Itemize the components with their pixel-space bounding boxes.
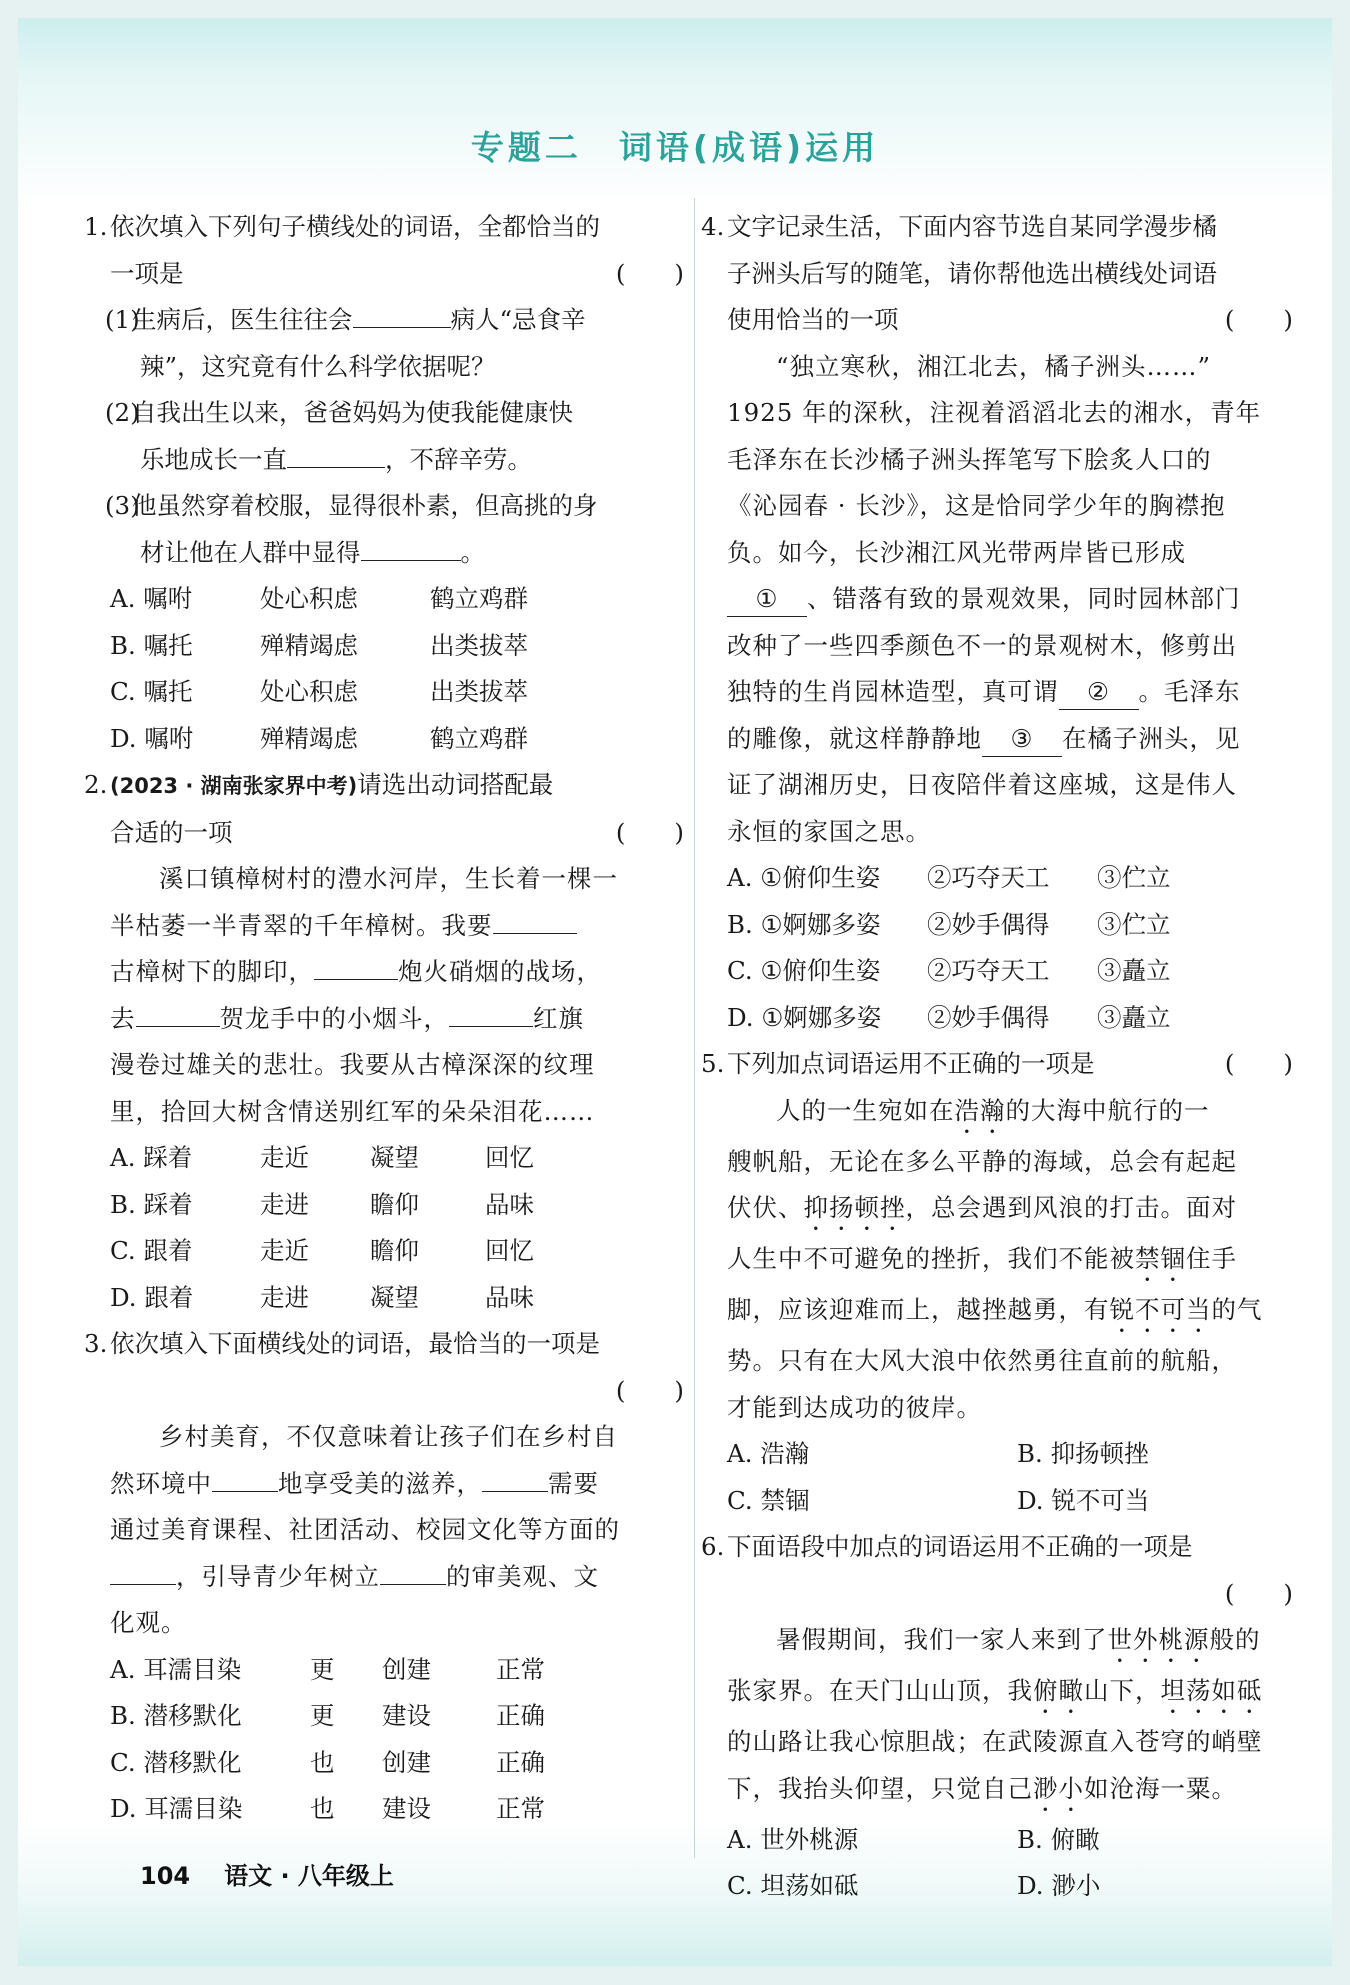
question-number: 4.	[701, 212, 725, 241]
book-title: 语文 · 八年级上	[224, 1862, 394, 1890]
question-stem: 依次填入下面横线处的词语，最恰当的一项是	[110, 1329, 600, 1358]
question-number: 2.	[84, 770, 108, 799]
page-number: 104	[140, 1862, 191, 1890]
question-2: 2. (2023 · 湖南张家界中考)请选出动词搭配最 合适的一项 ( ) 溪口镇樟树村的澧水河岸，生长着一棵一 半枯萎一半青翠的千年樟树。我要 古樟树下的脚印， 炮火硝烟的战场， 去 贺龙手中的小烟斗， 红旗 漫卷过雄关的悲壮。我要从古樟深深的纹理 里，拾回大树含情送别红军的朵朵泪花…… A. 踩着 走近 凝望 回忆 B. 踩着 走进 瞻仰 品味 C. 跟着 走近 瞻仰 回忆 D. 跟着 走进 凝望 品味	[84, 762, 684, 1321]
answer-bracket[interactable]: ( )	[615, 817, 684, 847]
option-c[interactable]: C. 禁锢	[727, 1485, 810, 1515]
option-c[interactable]: C. 跟着 走近 瞻仰 回忆	[110, 1236, 534, 1265]
dotted-term: 禁锢	[1135, 1244, 1186, 1273]
dotted-term: 渺小	[1033, 1773, 1084, 1803]
question-3: 3. 依次填入下面横线处的词语，最恰当的一项是 ( ) 乡村美育，不仅意味着让孩子们在乡村自 然环境中 地享受美的滋养， 需要 通过美育课程、社团活动、校园文化等方面的 ，引导青少年树立 的审美观、文 化观。 A. 耳濡目染 更 创建 正常 B. 潜移默化 更 建设 正确 C. 潜移默化 也 创建 正确 D. 耳濡目染 也 建设 正常	[84, 1321, 684, 1833]
option-a[interactable]: A. 耳濡目染 更 创建 正常	[110, 1654, 545, 1684]
question-number: 1.	[84, 212, 108, 241]
question-stem: 下面语段中加点的词语运用不正确的一项是	[727, 1532, 1193, 1561]
fill-blank[interactable]	[212, 1461, 278, 1492]
fill-blank[interactable]	[110, 1554, 176, 1585]
question-stem: 子洲头后写的随笔，请你帮他选出横线处词语	[727, 258, 1217, 288]
dotted-term: 世外桃源	[1107, 1625, 1210, 1654]
fill-blank[interactable]	[482, 1461, 548, 1492]
left-column	[84, 204, 684, 1833]
option-b[interactable]: B. 踩着 走进 瞻仰 品味	[110, 1189, 534, 1219]
question-stem: 请选出动词搭配最	[357, 770, 554, 799]
question-number: 3.	[84, 1329, 108, 1358]
option-c[interactable]: C. 潜移默化 也 创建 正确	[110, 1747, 545, 1777]
answer-bracket[interactable]: ( )	[1224, 1578, 1293, 1608]
question-number: 6.	[701, 1532, 725, 1561]
option-d[interactable]: D. 渺小	[1017, 1871, 1101, 1900]
question-6: 6. 下面语段中加点的词语运用不正确的一项是 ( ) 暑假期间，我们一家人来到了世外桃源般的 张家界。在天门山山顶，我俯瞰山下，坦荡如砥 的山路让我心惊胆战；在武陵源直入苍穹的峭壁 下，我抬头仰望，只觉自己渺小如沧海一粟。 A. 世外桃源 B. 俯瞰 C. 坦荡如砥 D. 渺小	[701, 1524, 1293, 1910]
fill-blank-3[interactable]: ③	[982, 722, 1062, 757]
page	[18, 18, 1332, 1966]
option-b[interactable]: B. ①婀娜多姿 ②妙手偶得 ③伫立	[727, 909, 1171, 939]
question-stem: 下列加点词语运用不正确的一项是	[727, 1049, 1095, 1078]
option-a[interactable]: A. 世外桃源	[727, 1824, 859, 1854]
page-title: 专题二 词语(成语)运用	[470, 128, 880, 167]
question-stem: 依次填入下列句子横线处的词语，全都恰当的	[110, 212, 600, 241]
fill-blank[interactable]	[493, 903, 577, 934]
fill-blank[interactable]	[353, 297, 451, 328]
answer-bracket[interactable]: ( )	[615, 1375, 684, 1405]
option-b[interactable]: B. 潜移默化 更 建设 正确	[110, 1701, 545, 1730]
question-source: (2023 · 湖南张家界中考)	[110, 774, 358, 798]
option-d[interactable]: D. 嘱咐 殚精竭虑 鹤立鸡群	[110, 723, 528, 753]
dotted-term: 锐不可当	[1109, 1295, 1212, 1324]
option-d[interactable]: D. 耳濡目染 也 建设 正常	[110, 1794, 545, 1823]
question-stem: 文字记录生活，下面内容节选自某同学漫步橘	[727, 212, 1217, 241]
option-c[interactable]: C. ①俯仰生姿 ②巧夺天工 ③矗立	[727, 956, 1171, 985]
column-divider	[694, 198, 695, 1858]
fill-blank[interactable]	[361, 530, 461, 561]
fill-blank[interactable]	[136, 996, 220, 1027]
option-b[interactable]: B. 俯瞰	[1017, 1824, 1100, 1854]
question-4: 4. 文字记录生活，下面内容节选自某同学漫步橘 子洲头后写的随笔，请你帮他选出横线处词语 使用恰当的一项 ( ) “独立寒秋，湘江北去，橘子洲头……” 1925 年的深秋，注视着滔滔北去的湘水，青年 毛泽东在长沙橘子洲头挥笔写下脍炙人口的 《沁园春 · 长沙》，这是恰同学少年的胸襟抱 负。如今，长沙湘江风光带两岸皆已形成 ① 、错落有致的景观效果，同时园林部门 改种了一些四季颜色不一的景观树木，修剪出 独特的生肖园林造型，真可谓 ② 。毛泽东 的雕像，就这样静静地 ③ 在橘子洲头，见 证了湖湘历史，日夜陪伴着这座城，这是伟人 永恒的家国之思。 A. ①俯仰生姿 ②巧夺天工 ③伫立 B. ①婀娜多姿 ②妙手偶得 ③伫立 C. ①俯仰生姿 ②巧夺天工 ③矗立 D. ①婀娜多姿 ②妙手偶得 ③矗立	[701, 204, 1293, 1041]
option-d[interactable]: D. ①婀娜多姿 ②妙手偶得 ③矗立	[727, 1002, 1171, 1032]
option-c[interactable]: C. 坦荡如砥	[727, 1871, 859, 1900]
option-a[interactable]: A. ①俯仰生姿 ②巧夺天工 ③伫立	[727, 863, 1171, 892]
answer-bracket[interactable]: ( )	[615, 258, 684, 288]
question-stem: 使用恰当的一项	[727, 305, 899, 334]
option-c[interactable]: C. 嘱托 处心积虑 出类拔萃	[110, 677, 528, 706]
sub-number: (3)	[105, 491, 140, 520]
option-a[interactable]: A. 嘱咐 处心积虑 鹤立鸡群	[110, 584, 528, 613]
option-d[interactable]: D. 跟着 走进 凝望 品味	[110, 1282, 534, 1312]
sub-number: (2)	[105, 398, 140, 427]
option-a[interactable]: A. 踩着 走近 凝望 回忆	[110, 1143, 534, 1172]
question-stem: 合适的一项	[110, 817, 233, 847]
question-stem: 一项是	[110, 258, 184, 288]
question-1: 1. 依次填入下列句子横线处的词语，全都恰当的 一项是 ( ) (1) 生病后，医生往往会 病人“忌食辛 辣”，这究竟有什么科学依据呢？ (2) 自我出生以来，爸爸妈妈为使我能健康快 乐地成长一直 ，不辞辛劳。 (3) 他虽然穿着校服，显得很朴素，但高挑的身 材让他在人群中显得 。 A. 嘱咐 处心积虑 鹤立鸡群 B. 嘱托 殚精竭虑 出类拔萃 C. 嘱托 处心积虑 出类拔萃 D. 嘱咐 殚精竭虑 鹤立鸡群	[84, 204, 684, 762]
answer-bracket[interactable]: ( )	[1224, 305, 1293, 334]
fill-blank-1[interactable]: ①	[727, 582, 807, 617]
option-b[interactable]: B. 抑扬顿挫	[1017, 1439, 1149, 1468]
option-a[interactable]: A. 浩瀚	[727, 1439, 810, 1468]
answer-bracket[interactable]: ( )	[1224, 1049, 1293, 1078]
fill-blank[interactable]	[314, 949, 398, 980]
right-column	[701, 204, 1293, 1910]
option-b[interactable]: B. 嘱托 殚精竭虑 出类拔萃	[110, 630, 528, 660]
question-number: 5.	[701, 1049, 725, 1078]
question-5: 5. 下列加点词语运用不正确的一项是 ( ) 人的一生宛如在浩瀚的大海中航行的一 艘帆船，无论在多么平静的海域，总会有起起 伏伏、抑扬顿挫，总会遇到风浪的打击。面对 人生中不可避免的挫折，我们不能被禁锢住手 脚，应该迎难而上，越挫越勇，有锐不可当的气 势。只有在大风大浪中依然勇往直前的航船， 才能到达成功的彼岸。 A. 浩瀚 B. 抑扬顿挫 C. 禁锢 D. 锐不可当	[701, 1041, 1293, 1524]
sub-number: (1)	[105, 305, 140, 334]
fill-blank[interactable]	[449, 996, 533, 1027]
option-d[interactable]: D. 锐不可当	[1017, 1485, 1150, 1515]
fill-blank[interactable]	[380, 1554, 446, 1585]
dotted-term: 抑扬顿挫	[803, 1193, 906, 1222]
page-footer	[140, 1856, 394, 1891]
fill-blank-2[interactable]: ②	[1059, 675, 1139, 710]
dotted-term: 坦荡如砥	[1160, 1676, 1263, 1705]
fill-blank[interactable]	[287, 437, 385, 468]
dotted-term: 浩瀚	[954, 1095, 1006, 1125]
dotted-term: 俯瞰	[1033, 1676, 1084, 1705]
